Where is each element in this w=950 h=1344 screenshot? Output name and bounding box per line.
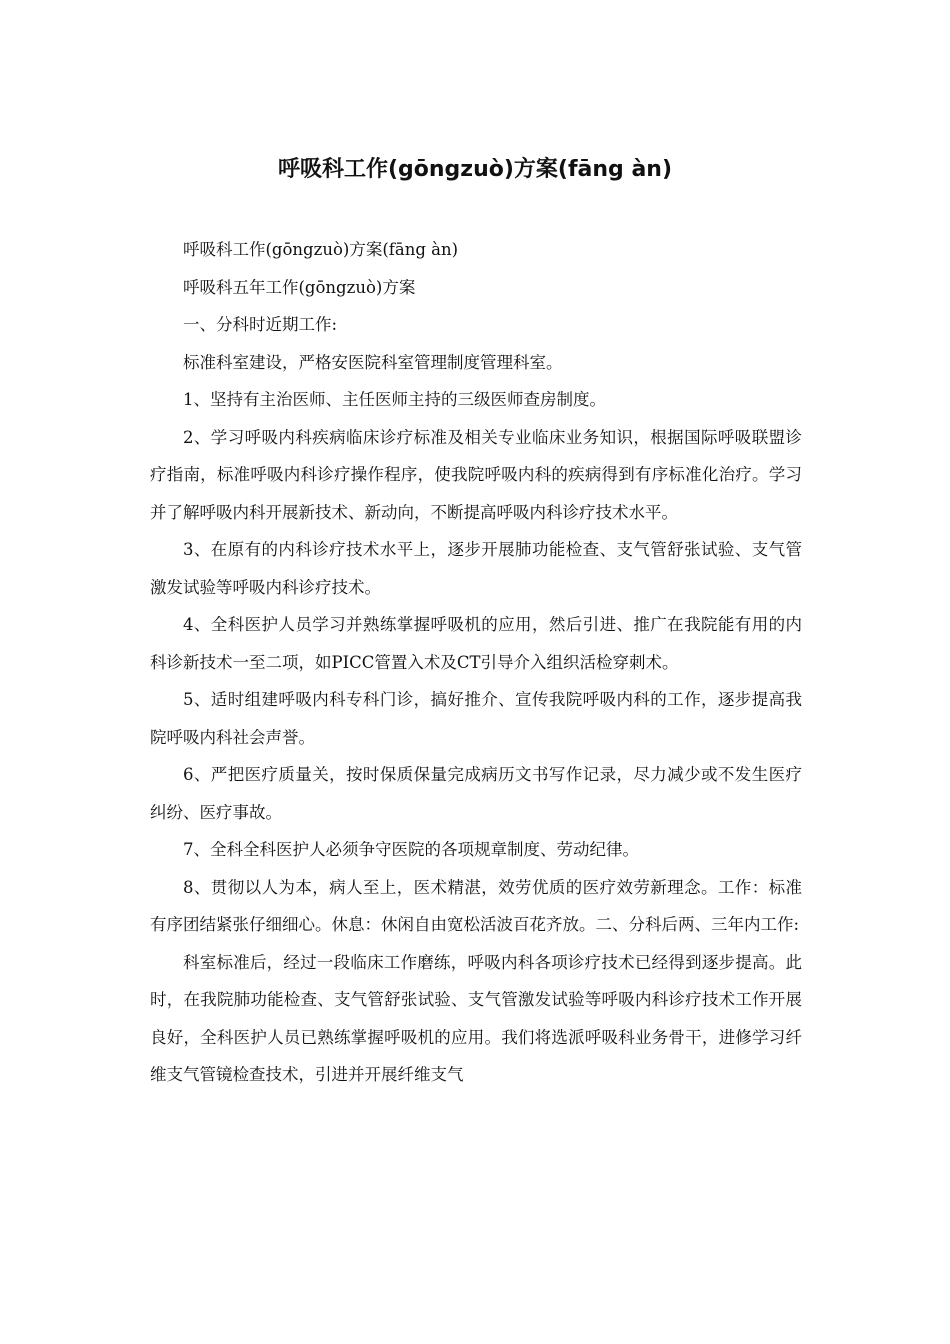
paragraph-6: 2、学习呼吸内科疾病临床诊疗标准及相关专业临床业务知识，根据国际呼吸联盟诊疗指南，标准呼吸内科诊疗操作程序，使我院呼吸内科的疾病得到有序标准化治疗。学习并了解呼吸内科开展新技术、新动向，不断提高呼吸内科诊疗技术水平。: [150, 427, 802, 522]
paragraph-4: 标准科室建设，严格安医院科室管理制度管理科室。: [183, 352, 563, 372]
document-title: 呼吸科工作(gōngzuò)方案(fāng àn): [277, 157, 673, 182]
paragraph-9: 5、适时组建呼吸内科专科门诊，搞好推介、宣传我院呼吸内科的工作，逐步提高我院呼吸内科社会声誉。: [150, 690, 802, 747]
paragraph-10: 6、严把医疗质量关，按时保质保量完成病历文书写作记录，尽力减少或不发生医疗纠纷、医疗事故。: [150, 765, 802, 822]
paragraph-8: 4、全科医护人员学习并熟练掌握呼吸机的应用，然后引进、推广在我院能有用的内科诊新技术一至二项，如PICC管置入术及CT引导介入组织活检穿刺术。: [150, 615, 802, 672]
paragraph-11: 7、全科全科医护人必须争守医院的各项规章制度、劳动纪律。: [183, 840, 639, 859]
paragraph-5: 1、坚持有主治医师、主任医师主持的三级医师查房制度。: [183, 390, 606, 409]
paragraph-7: 3、在原有的内科诊疗技术水平上，逐步开展肺功能检查、支气管舒张试验、支气管激发试验等呼吸内科诊疗技术。: [150, 540, 802, 597]
document-body: [150, 231, 802, 1094]
paragraph-3: 一、分科时近期工作:: [183, 315, 338, 334]
paragraph-2: 呼吸科五年工作(gōngzuò)方案: [183, 277, 416, 297]
paragraph-1: 呼吸科工作(gōngzuò)方案(fāng àn): [183, 240, 459, 259]
paragraph-13: 科室标准后，经过一段临床工作磨练，呼吸内科各项诊疗技术已经得到逐步提高。此时，在我院肺功能检查、支气管舒张试验、支气管激发试验等呼吸内科诊疗技术工作开展良好，全科医护人员已熟练掌握呼吸机的应用。我们将选派呼吸科业务骨干，进修学习纤维支气管镜检查技术，引进并开展纤维支气: [150, 952, 802, 1084]
paragraph-12: 8、贯彻以人为本，病人至上，医术精湛，效劳优质的医疗效劳新理念。工作：标准有序团结紧张仔细细心。休息：休闲自由宽松活波百花齐放。二、分科后两、三年内工作:: [150, 877, 802, 934]
